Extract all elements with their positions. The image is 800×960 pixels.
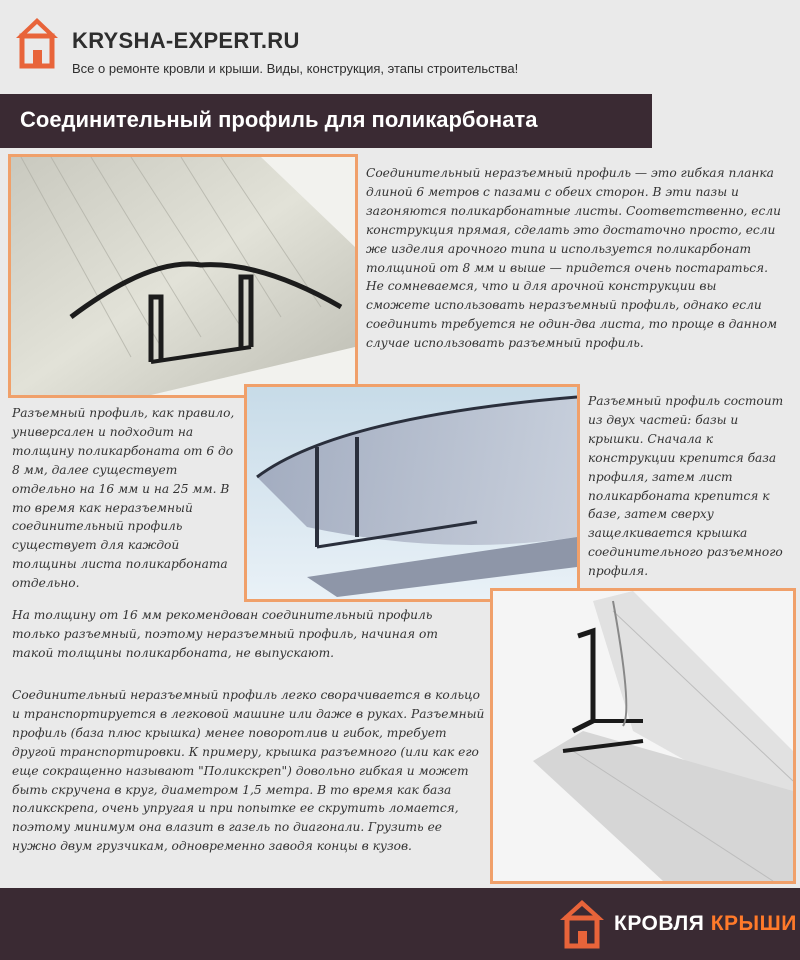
one-piece-profile-photo bbox=[8, 154, 358, 398]
house-logo-icon bbox=[12, 14, 62, 72]
paragraph-one-piece: Соединительный неразъемный профиль — это гибкая планка длиной 6 метров с пазами с обеих сторон. В эти пазы и загоняются поликарбонатные листы. Соответственно, если конструкция прямая, сделать это достаточно просто, если же изделия арочного типа и используется поликарбонат толщиной от 8 мм и выше — придется очень постараться. Не сомневаемся, что и для арочной конструкции вы сможете использовать неразъемный профиль, однако если соединить требуется не один-два листа, то проще в данном случае использовать разъемный профиль. bbox=[366, 166, 781, 351]
footer-brand[interactable] bbox=[614, 912, 797, 936]
footer-brand-roofs: КРЫШИ bbox=[710, 912, 797, 935]
paragraph-universal: Разъемный профиль, как правило, универсален и подходит на толщину поликарбоната от 6 до 8 мм, далее существует отдельно на 16 мм и на 25 мм. В то время как неразъемный соединительный профиль существует для каждой толщины листа поликарбоната отдельно. bbox=[12, 406, 235, 591]
house-logo-icon bbox=[556, 896, 608, 952]
site-tagline: Все о ремонте кровли и крыши. Виды, конструкция, этапы строительства! bbox=[72, 61, 519, 76]
two-piece-profile-photo bbox=[244, 384, 580, 602]
site-name[interactable]: KRYSHA-EXPERT.RU bbox=[72, 28, 300, 53]
corner-profile-photo bbox=[490, 588, 796, 884]
title-bar bbox=[0, 94, 652, 148]
paragraph-two-parts: Разъемный профиль состоит из двух частей: базы и крышки. Сначала к конструкции крепится база профиля, затем лист поликарбоната крепится к базе, затем сверху защелкивается крышка соединительного разъемного профиля. bbox=[588, 394, 784, 579]
page-title: Соединительный профиль для поликарбоната bbox=[20, 107, 538, 132]
paragraph-transport: Соединительный неразъемный профиль легко сворачивается в кольцо и транспортируется в легковой машине или даже в руках. Разъемный профиль (база плюс крышка) менее поворотлив и гибок, требует другой транспортировки. К примеру, крышка разъемного (или как его еще сокращенно называют "Поликскреп") довольно гибкая и может быть скручена в круг, диаметром 1,5 метра. В то время как база поликскрепа, очень упругая и при попытке ее скрутить ломается, поэтому минимум она влазит в газель по диагонали. Грузить ее нужно двум грузчикам, одновременно заводя концы в кузов. bbox=[12, 688, 485, 854]
paragraph-thickness-16mm: На толщину от 16 мм рекомендован соединительный профиль только разъемный, поэтому неразъемный профиль, начиная от такой толщины поликарбоната, не выпускают. bbox=[12, 608, 438, 660]
footer-brand-roof: КРОВЛЯ bbox=[614, 912, 705, 935]
